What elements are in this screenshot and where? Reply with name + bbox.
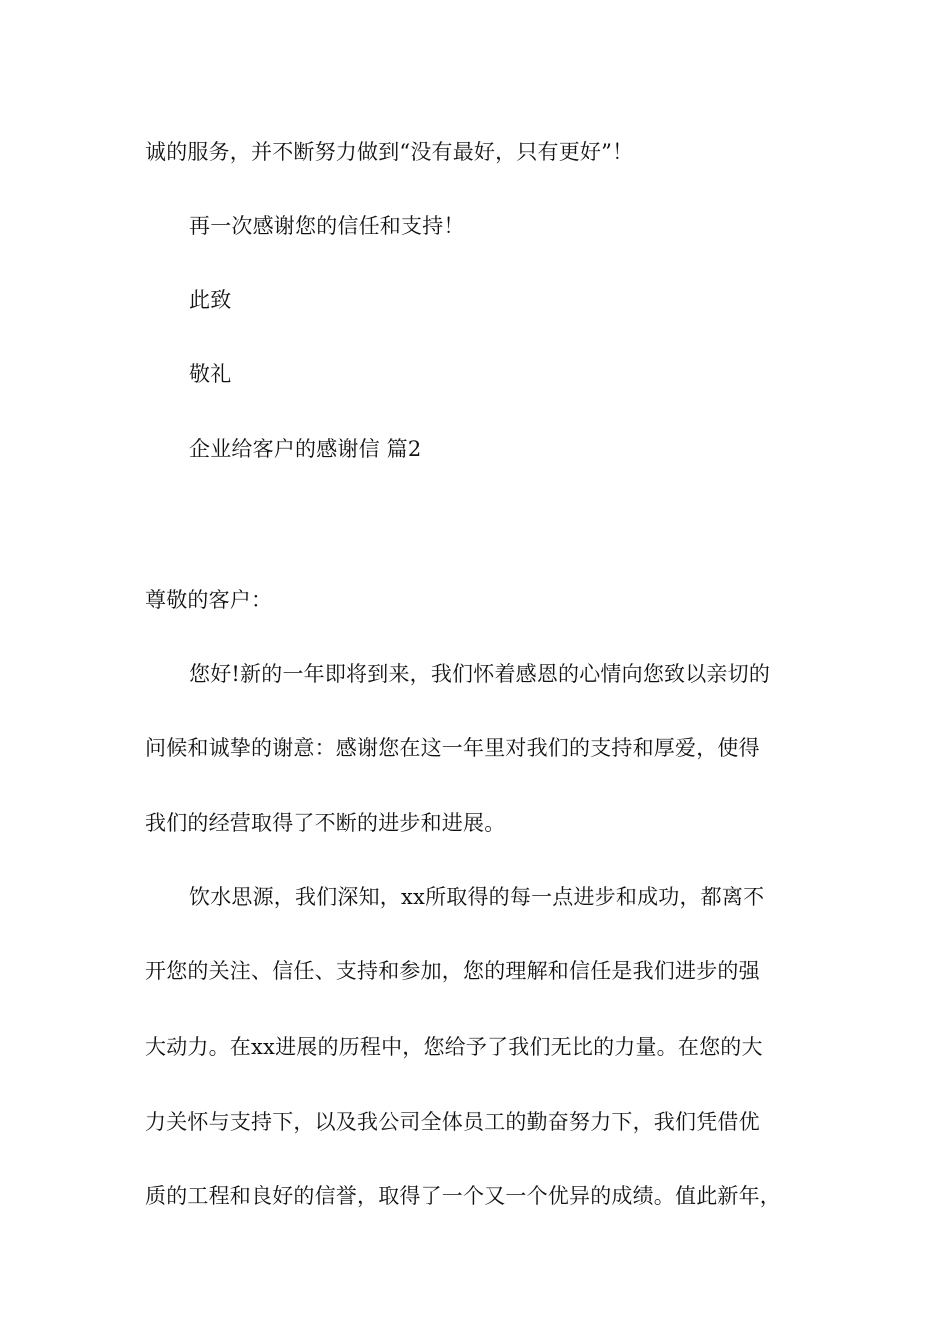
paragraph-line: 大动力。在xx进展的历程中，您给予了我们无比的力量。在您的大 [145,1035,763,1059]
body-line-service-pledge: 诚的服务，并不断努力做到“没有最好，只有更好”！ [145,140,634,164]
paragraph-line: 力关怀与支持下，以及我公司全体员工的勤奋努力下，我们凭借优 [145,1110,760,1134]
paragraph-line: 质的工程和良好的信誉，取得了一个又一个优异的成绩。值此新年， [145,1184,781,1208]
salutation: 尊敬的客户： [145,588,273,612]
closing-line-jingli: 敬礼 [189,362,232,386]
paragraph-line: 饮水思源，我们深知，xx所取得的每一点进步和成功，都离不 [189,885,765,909]
paragraph-line: 我们的经营取得了不断的进步和进展。 [145,811,506,835]
body-line-thanks-again: 再一次感谢您的信任和支持！ [189,214,465,238]
paragraph-line: 开您的关注、信任、支持和参加，您的理解和信任是我们进步的强 [145,959,760,983]
closing-line-cizhi: 此致 [189,288,232,312]
paragraph-line: 问候和诚挚的谢意：感谢您在这一年里对我们的支持和厚爱，使得 [145,736,760,760]
paragraph-line: 您好!新的一年即将到来，我们怀着感恩的心情向您致以亲切的 [189,662,771,686]
section-heading: 企业给客户的感谢信 篇2 [189,437,422,461]
